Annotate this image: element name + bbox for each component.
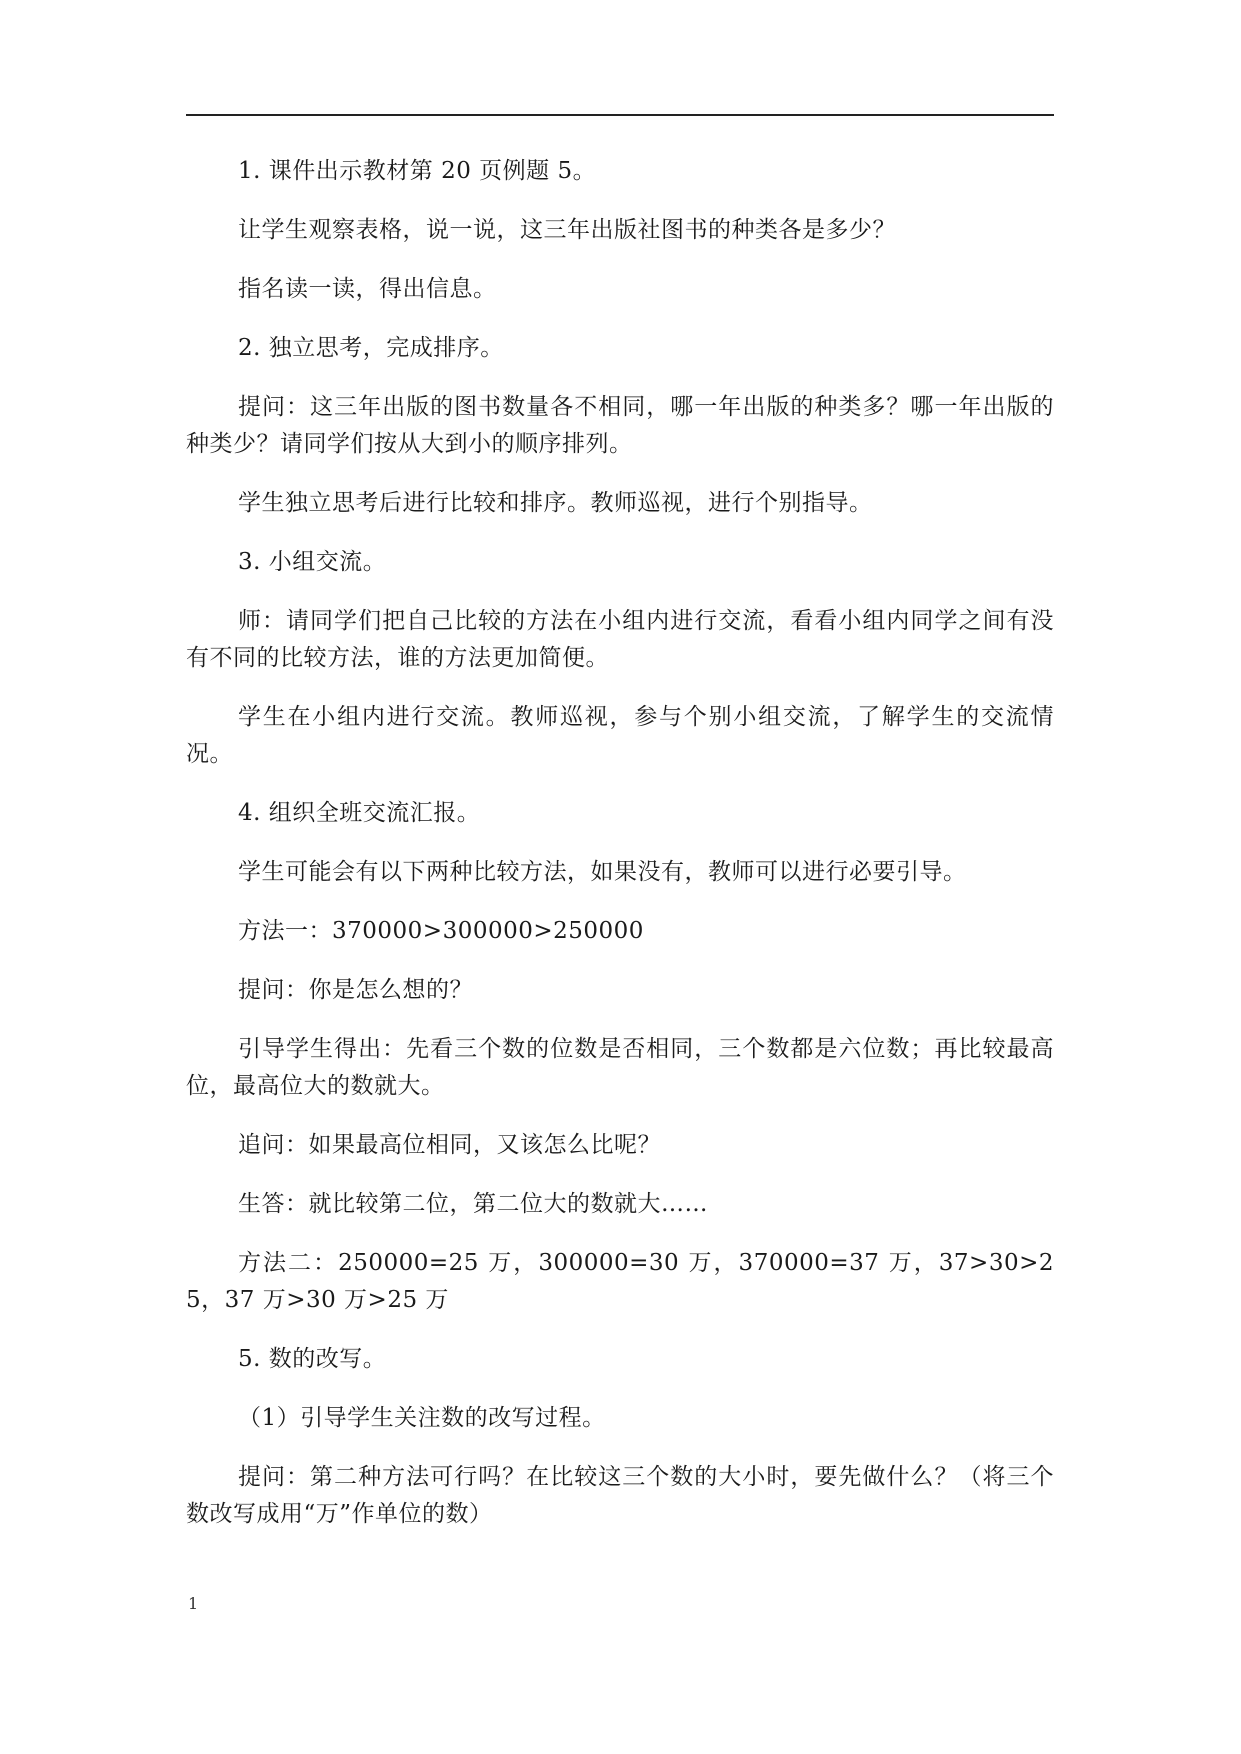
- paragraph: 提问：这三年出版的图书数量各不相同，哪一年出版的种类多？哪一年出版的种类少？请同学们按从大到小的顺序排列。: [186, 394, 1054, 457]
- paragraph: 提问：你是怎么想的？: [238, 977, 473, 1003]
- paragraph: 让学生观察表格，说一说，这三年出版社图书的种类各是多少？: [238, 217, 896, 243]
- document-body: [186, 153, 1054, 1533]
- paragraph-step-1: 1. 课件出示教材第 20 页例题 5。: [238, 158, 597, 184]
- paragraph: 师：请同学们把自己比较的方法在小组内进行交流，看看小组内同学之间有没有不同的比较方法，谁的方法更加简便。: [186, 608, 1054, 671]
- paragraph-method-2: 方法二：250000=25 万，300000=30 万，370000=37 万，37>30>25，37 万>30 万>25 万: [186, 1250, 1054, 1313]
- paragraph: 学生可能会有以下两种比较方法，如果没有，教师可以进行必要引导。: [238, 859, 967, 885]
- paragraph-step-5: 5. 数的改写。: [238, 1346, 387, 1372]
- paragraph: 提问：第二种方法可行吗？在比较这三个数的大小时，要先做什么？（将三个数改写成用“万”作单位的数）: [186, 1464, 1054, 1527]
- paragraph: 引导学生得出：先看三个数的位数是否相同，三个数都是六位数；再比较最高位，最高位大的数就大。: [186, 1036, 1054, 1099]
- paragraph: 学生在小组内进行交流。教师巡视，参与个别小组交流，了解学生的交流情况。: [186, 704, 1054, 767]
- paragraph: 追问：如果最高位相同，又该怎么比呢？: [238, 1132, 661, 1158]
- paragraph: 指名读一读，得出信息。: [238, 276, 497, 302]
- paragraph-step-4: 4. 组织全班交流汇报。: [238, 800, 481, 826]
- paragraph-substep-1: （1）引导学生关注数的改写过程。: [238, 1405, 606, 1431]
- paragraph: 学生独立思考后进行比较和排序。教师巡视，进行个别指导。: [238, 490, 873, 516]
- paragraph-method-1: 方法一：370000>300000>250000: [238, 918, 644, 944]
- paragraph-step-3: 3. 小组交流。: [238, 549, 387, 575]
- page-number: 1: [188, 1594, 199, 1613]
- paragraph-step-2: 2. 独立思考，完成排序。: [238, 335, 504, 361]
- paragraph: 生答：就比较第二位，第二位大的数就大……: [238, 1191, 708, 1217]
- header-rule: [186, 114, 1054, 116]
